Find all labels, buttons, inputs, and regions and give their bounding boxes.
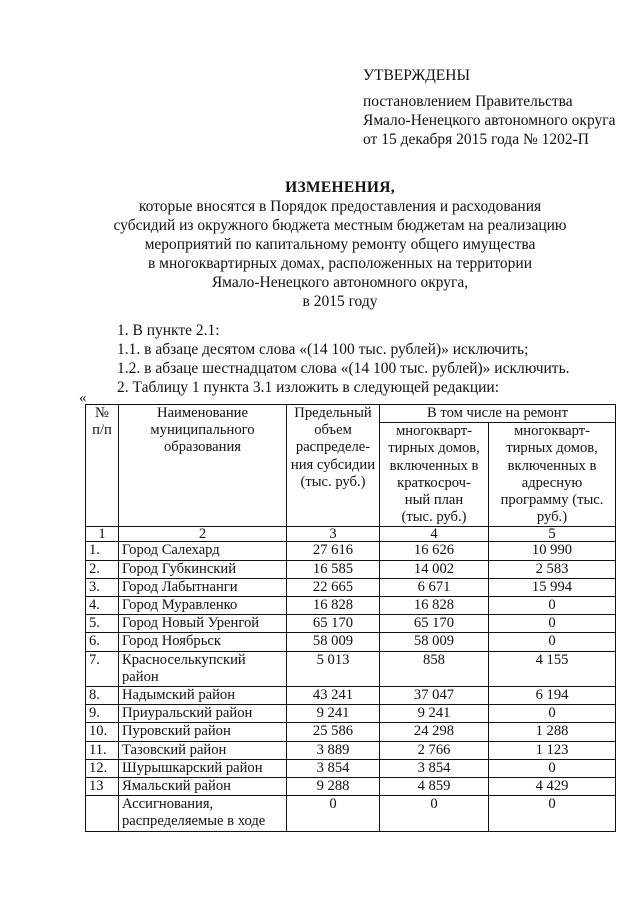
approval-block — [363, 66, 615, 149]
row-number: 4. — [86, 597, 119, 615]
row-short-term: 14 002 — [380, 560, 489, 578]
row-number: 9. — [86, 705, 119, 723]
row-name: Красноселькупский район — [119, 651, 287, 686]
table-row — [86, 597, 616, 615]
row-short-term: 3 854 — [380, 759, 489, 777]
table-row — [86, 723, 616, 741]
title-line: которые вносятся в Порядок предоставления и расходования — [138, 198, 542, 215]
row-short-term: 16 626 — [380, 542, 489, 560]
header-name: Наименование муниципального образования — [119, 405, 287, 527]
table-row — [86, 741, 616, 759]
colnum: 4 — [380, 527, 489, 542]
row-limit: 16 585 — [287, 560, 380, 578]
row-name: Ямальский район — [119, 778, 287, 796]
row-short-term: 9 241 — [380, 705, 489, 723]
row-name: Шурышкарский район — [119, 759, 287, 777]
row-limit: 58 009 — [287, 633, 380, 651]
table-row — [86, 542, 616, 560]
row-address: 15 994 — [489, 578, 616, 596]
amendment-item: 1.2. в абзаце шестнадцатом слова «(14 100 тыс. рублей)» исключить. — [117, 360, 570, 377]
colnum: 1 — [86, 527, 119, 542]
approval-line: Ямало-Ненецкого автономного округа — [363, 112, 616, 129]
row-short-term: 4 859 — [380, 778, 489, 796]
row-address: 1 123 — [489, 741, 616, 759]
title-line: в 2015 году — [302, 293, 378, 310]
header-address: многокварт- тирных домов, включенных в адресную программу (тыс. руб.) — [489, 423, 616, 527]
row-limit: 0 — [287, 796, 380, 831]
row-name: Ассигнования, распределяемые в ходе — [119, 796, 287, 831]
row-address: 0 — [489, 759, 616, 777]
table-row — [86, 651, 616, 686]
row-limit: 9 288 — [287, 778, 380, 796]
row-short-term: 16 828 — [380, 597, 489, 615]
row-number: 10. — [86, 723, 119, 741]
table-row — [86, 796, 616, 831]
table-row — [86, 633, 616, 651]
amendment-item: 1.1. в абзаце десятом слова «(14 100 тыс. рублей)» исключить; — [117, 341, 529, 358]
document-title — [40, 178, 640, 311]
row-short-term: 65 170 — [380, 615, 489, 633]
subsidy-table — [85, 404, 616, 832]
row-address: 10 990 — [489, 542, 616, 560]
row-number: 1. — [86, 542, 119, 560]
row-short-term: 6 671 — [380, 578, 489, 596]
amendment-items — [117, 321, 570, 397]
row-name: Город Салехард — [119, 542, 287, 560]
approval-line: от 15 декабря 2015 года № 1202-П — [363, 131, 589, 148]
row-address: 0 — [489, 705, 616, 723]
header-num: № п/п — [86, 405, 119, 527]
row-name: Приуральский район — [119, 705, 287, 723]
title-line: Ямало-Ненецкого автономного округа, — [211, 274, 469, 291]
header-group: В том числе на ремонт — [380, 405, 616, 423]
row-number: 11. — [86, 741, 119, 759]
row-number — [86, 796, 119, 831]
colnum: 5 — [489, 527, 616, 542]
row-name: Город Муравленко — [119, 597, 287, 615]
row-number: 8. — [86, 687, 119, 705]
row-short-term: 37 047 — [380, 687, 489, 705]
row-short-term: 24 298 — [380, 723, 489, 741]
row-address: 0 — [489, 796, 616, 831]
row-short-term: 0 — [380, 796, 489, 831]
table-row — [86, 615, 616, 633]
approval-line: постановлением Правительства — [363, 93, 573, 110]
row-address: 2 583 — [489, 560, 616, 578]
row-limit: 27 616 — [287, 542, 380, 560]
row-limit: 65 170 — [287, 615, 380, 633]
amendment-item: 2. Таблицу 1 пункта 3.1 изложить в следующей редакции: — [117, 379, 500, 396]
header-short-term: многокварт- тирных домов, включенных в краткосроч- ный план (тыс. руб.) — [380, 423, 489, 527]
approval-title: УТВЕРЖДЕНЫ — [363, 67, 470, 84]
row-limit: 43 241 — [287, 687, 380, 705]
row-limit: 5 013 — [287, 651, 380, 686]
row-limit: 16 828 — [287, 597, 380, 615]
row-address: 0 — [489, 615, 616, 633]
row-address: 4 429 — [489, 778, 616, 796]
table-row — [86, 560, 616, 578]
row-name: Город Лабытнанги — [119, 578, 287, 596]
header-limit: Предельный объем распределе- ния субсидии (тыс. руб.) — [287, 405, 380, 527]
row-name: Город Ноябрьск — [119, 633, 287, 651]
colnum: 2 — [119, 527, 287, 542]
row-number: 13 — [86, 778, 119, 796]
row-name: Надымский район — [119, 687, 287, 705]
row-number: 3. — [86, 578, 119, 596]
row-limit: 25 586 — [287, 723, 380, 741]
title-line: в многоквартирных домах, расположенных на территории — [147, 255, 533, 272]
amendment-item: 1. В пункте 2.1: — [117, 322, 220, 339]
table-row — [86, 578, 616, 596]
row-name: Город Губкинский — [119, 560, 287, 578]
row-limit: 3 889 — [287, 741, 380, 759]
row-number: 2. — [86, 560, 119, 578]
row-number: 12. — [86, 759, 119, 777]
row-number: 6. — [86, 633, 119, 651]
row-name: Пуровский район — [119, 723, 287, 741]
table-row — [86, 759, 616, 777]
row-address: 1 288 — [489, 723, 616, 741]
title-line: субсидий из окружного бюджета местным бюджетам на реализацию — [113, 217, 567, 234]
table-row — [86, 778, 616, 796]
row-address: 4 155 — [489, 651, 616, 686]
column-number-row — [86, 527, 616, 542]
row-address: 6 194 — [489, 687, 616, 705]
row-number: 7. — [86, 651, 119, 686]
table-row — [86, 705, 616, 723]
title-line: мероприятий по капитальному ремонту общего имущества — [144, 236, 536, 253]
row-limit: 3 854 — [287, 759, 380, 777]
row-number: 5. — [86, 615, 119, 633]
colnum: 3 — [287, 527, 380, 542]
row-name: Город Новый Уренгой — [119, 615, 287, 633]
row-name: Тазовский район — [119, 741, 287, 759]
document-heading: ИЗМЕНЕНИЯ, — [285, 179, 395, 196]
row-short-term: 858 — [380, 651, 489, 686]
row-short-term: 2 766 — [380, 741, 489, 759]
header-row — [86, 405, 616, 423]
open-quote: « — [79, 390, 87, 406]
row-address: 0 — [489, 597, 616, 615]
row-limit: 9 241 — [287, 705, 380, 723]
row-short-term: 58 009 — [380, 633, 489, 651]
table-row — [86, 687, 616, 705]
row-limit: 22 665 — [287, 578, 380, 596]
row-address: 0 — [489, 633, 616, 651]
